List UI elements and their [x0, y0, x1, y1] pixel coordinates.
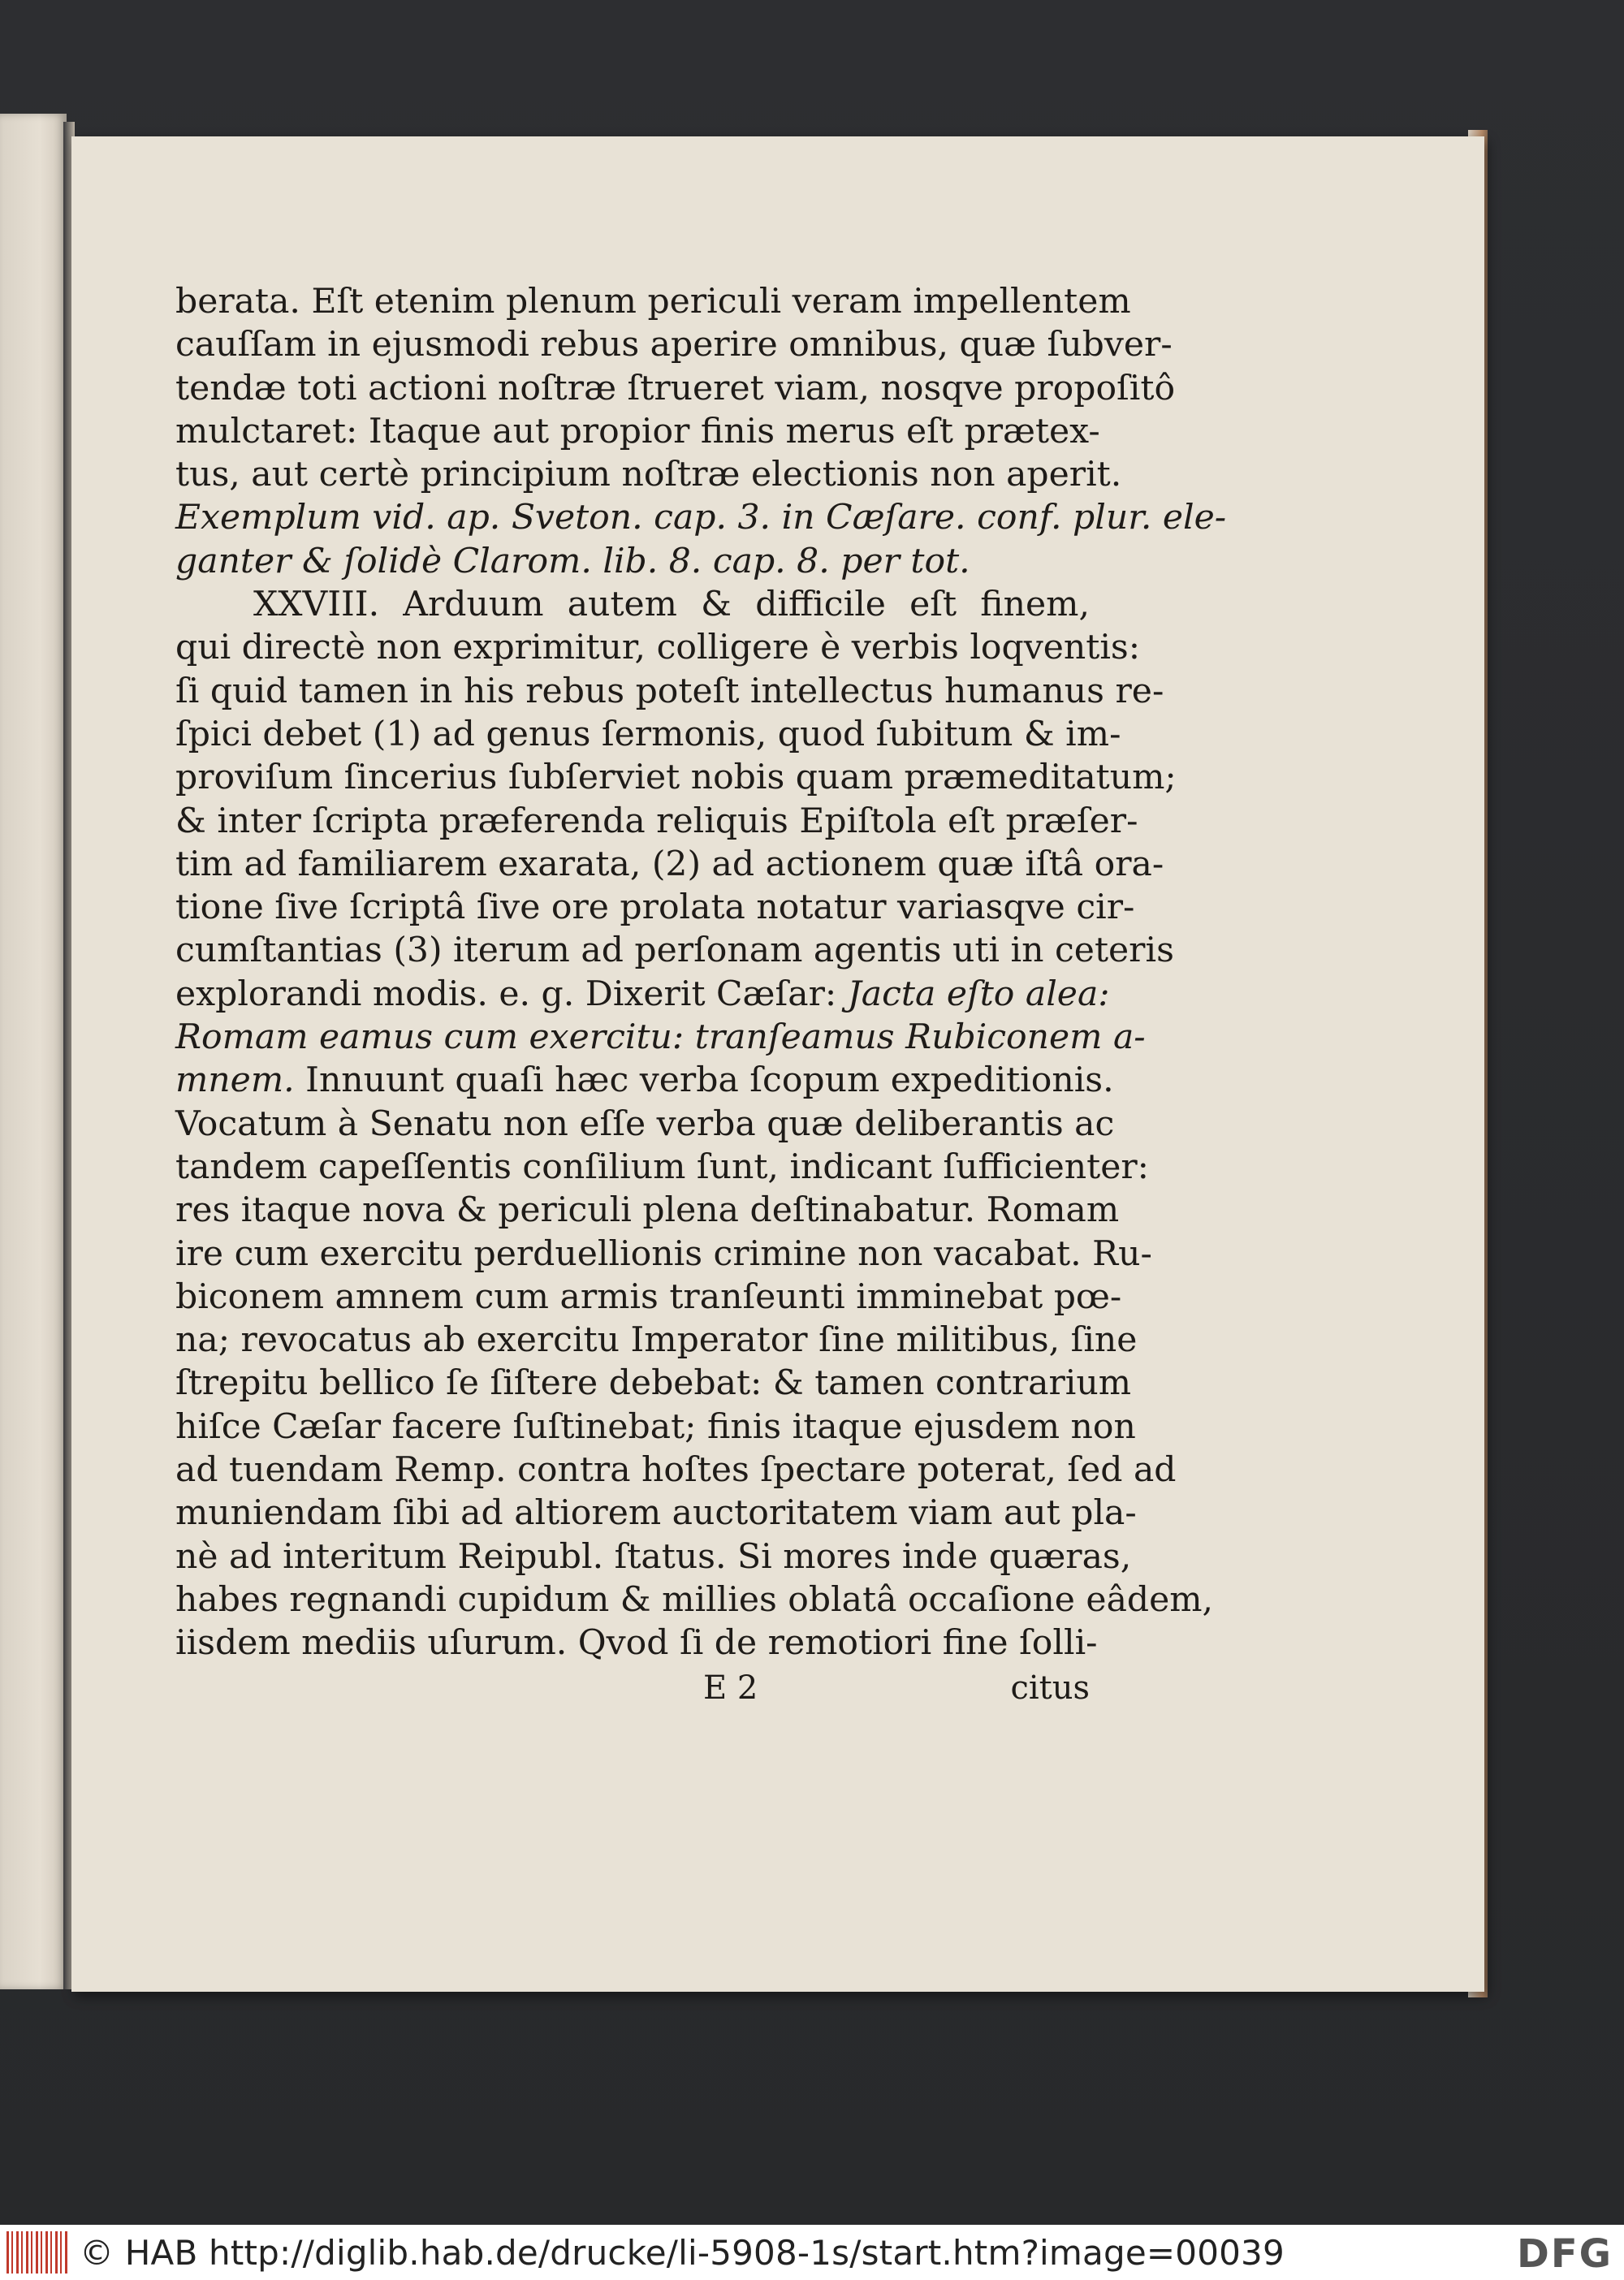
copyright-bar: [0, 2225, 1624, 2280]
text-line: tus, aut certè principium noſtræ electionis non aperit.: [175, 455, 1122, 495]
text-line: cauſſam in ejusmodi rebus aperire omnibus, quæ ſubver-: [175, 325, 1173, 365]
text-line: & inter ſcripta præferenda reliquis Epiſtola eſt præſer-: [175, 801, 1138, 841]
text-line: Romam eamus cum exercitu: tranſeamus Rubiconem a-: [175, 1017, 1146, 1058]
text-line: ſpici debet (1) ad genus ſermonis, quod ſubitum & im-: [175, 714, 1121, 754]
text-line: tione ſive ſcriptâ ſive ore prolata notatur variasqve cir-: [175, 887, 1135, 928]
page-footer-line: [175, 1669, 1090, 1710]
text-line: qui directè non exprimitur, colligere è verbis loqventis:: [175, 628, 1141, 668]
text-line: biconem amnem cum armis tranſeunti imminebat pœ-: [175, 1276, 1122, 1317]
text-line: Exemplum vid. ap. Sveton. cap. 3. in Cæſare. conf. plur. ele-: [175, 498, 1227, 538]
signature-mark: E 2: [703, 1669, 758, 1707]
text-line: [175, 1059, 1114, 1102]
text-line: XXVIII. Arduum autem & difficile eſt finem,: [253, 585, 1090, 625]
text-line: tendæ toti actioni noſtræ ſtrueret viam, nosqve propoſitô: [175, 368, 1176, 408]
facing-page-edge: [0, 114, 67, 1989]
text-line: muniendam ſibi ad altiorem auctoritatem viam aut pla-: [175, 1493, 1137, 1534]
text-line: mulctaret: Itaque aut propior finis merus eſt prætex-: [175, 411, 1100, 451]
italic-quote: Jacta eſto alea:: [847, 974, 1110, 1014]
text-line: ſtrepitu bellico ſe ſiſtere debebat: & tamen contrarium: [175, 1363, 1132, 1404]
italic-quote: mnem.: [175, 1060, 295, 1101]
text-line: Vocatum à Senatu non eſſe verba quæ deliberantis ac: [175, 1103, 1115, 1144]
text-line: habes regnandi cupidum & millies oblatâ occaſione eâdem,: [175, 1579, 1214, 1620]
text-line: ganter & ſolidè Clarom. lib. 8. cap. 8. per tot.: [175, 541, 970, 581]
text-line: res itaque nova & periculi plena deſtinabatur. Romam: [175, 1190, 1120, 1231]
text-line: berata. Eſt etenim plenum periculi veram impellentem: [175, 282, 1131, 322]
text-line: proviſum ſincerius ſubſerviet nobis quam præmeditatum;: [175, 758, 1177, 798]
roman-text: Innuunt quaſi hæc verba ſcopum expeditionis.: [294, 1060, 1114, 1101]
text-line: tim ad familiarem exarata, (2) ad actionem quæ iſtâ ora-: [175, 844, 1164, 884]
catchword: citus: [1010, 1669, 1090, 1707]
text-line: hiſce Cæſar facere ſuſtinebat; finis itaque ejusdem non: [175, 1406, 1136, 1447]
barcode-icon: [6, 2231, 68, 2274]
roman-text: explorandi modis. e. g. Dixerit Cæſar:: [175, 974, 848, 1014]
text-line: iisdem mediis uſurum. Qvod ſi de remotiori fine ſolli-: [175, 1623, 1098, 1664]
page-text-block: [175, 280, 1227, 1665]
copyright-credit: © HAB http://diglib.hab.de/drucke/li-5908-1s/start.htm?image=00039: [80, 2232, 1285, 2273]
text-line: [175, 973, 1110, 1016]
text-line: ad tuendam Remp. contra hoſtes ſpectare poterat, ſed ad: [175, 1450, 1177, 1491]
text-line: na; revocatus ab exercitu Imperator ſine militibus, ſine: [175, 1320, 1138, 1361]
text-line: tandem capeſſentis conſilium ſunt, indicant ſufficienter:: [175, 1146, 1149, 1187]
text-line: ſi quid tamen in his rebus poteſt intellectus humanus re-: [175, 671, 1164, 711]
text-line: cumſtantias (3) iterum ad perſonam agentis uti in ceteris: [175, 931, 1174, 971]
text-line: nè ad interitum Reipubl. ſtatus. Si mores inde quæras,: [175, 1536, 1132, 1577]
dfg-logo: DFG: [1516, 2231, 1613, 2277]
text-line: ire cum exercitu perduellionis crimine non vacabat. Ru-: [175, 1233, 1152, 1274]
